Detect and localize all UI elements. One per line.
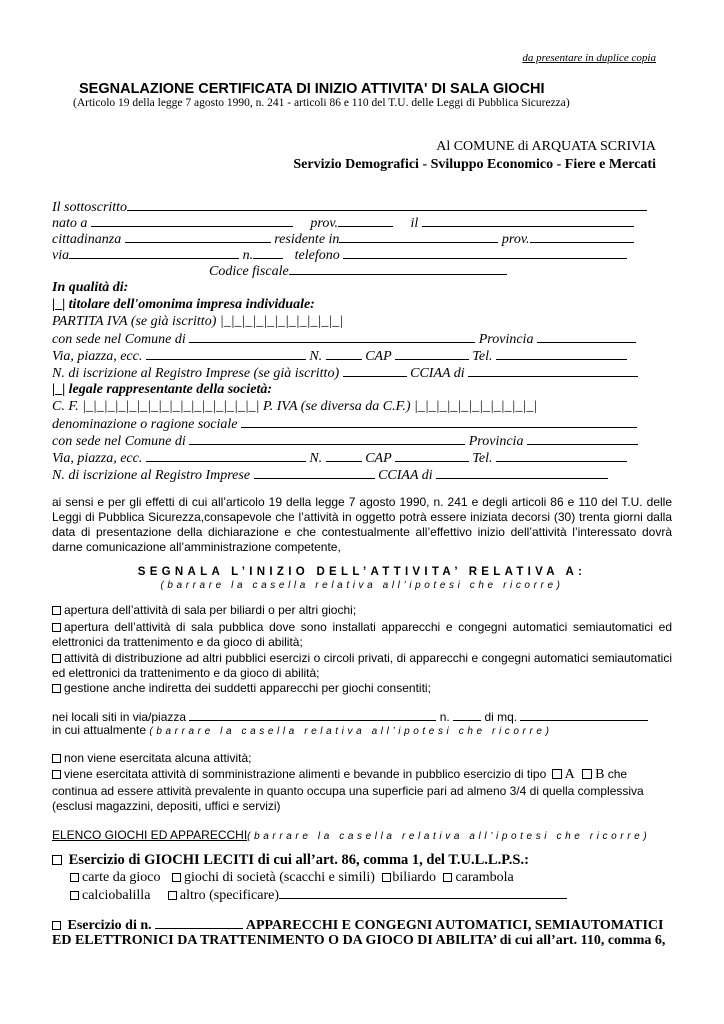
codice-fiscale-row xyxy=(209,262,724,280)
tel2-label: Tel. xyxy=(472,451,493,466)
titolare-row xyxy=(52,296,662,313)
legale-row xyxy=(52,381,662,398)
locali-label: nei locali siti in via/piazza xyxy=(52,710,187,724)
n1-label: N. xyxy=(309,349,323,364)
provincia1-field[interactable] xyxy=(537,330,636,343)
checkbox-leciti[interactable] xyxy=(52,855,62,865)
sede2-row xyxy=(52,432,662,450)
option-attivita-1 xyxy=(52,603,672,618)
biliardo-label: biliardo xyxy=(392,870,436,885)
cittadinanza-field[interactable] xyxy=(125,230,271,243)
indirizzo1-row xyxy=(52,347,662,365)
sede1-field[interactable] xyxy=(189,330,475,343)
cittadinanza-label: cittadinanza xyxy=(52,232,122,247)
titolare-checkbox[interactable]: |_| xyxy=(52,297,66,312)
option-attivita-2-label: apertura dell’attività di sala pubblica dove sono installati apparecchi e congegni automatici semiautomatici ed elettronici da trattenimento e da gioco di abilità; xyxy=(52,620,672,649)
option-attivita-4-label: gestione anche indiretta dei suddetti apparecchi per giochi consentiti; xyxy=(64,681,431,695)
checkbox-attivita-4[interactable] xyxy=(52,684,61,693)
segnala-heading: SEGNALA L’INIZIO DELL’ATTIVITA’ RELATIVA A: xyxy=(137,566,587,578)
registro1-field[interactable] xyxy=(343,364,407,377)
via-piazza2-field[interactable] xyxy=(146,449,306,462)
cciaa1-field[interactable] xyxy=(468,364,638,377)
n-field[interactable] xyxy=(253,246,283,259)
cap2-field[interactable] xyxy=(395,449,469,462)
altro-label: altro (specificare) xyxy=(179,888,280,903)
esercizio-n-field[interactable] xyxy=(155,916,243,929)
locali-mq-field[interactable] xyxy=(520,708,648,721)
legale-checkbox[interactable]: |_| xyxy=(52,382,66,397)
checkbox-carambola[interactable] xyxy=(443,873,452,882)
legale-label: legale rappresentante della società: xyxy=(68,382,273,397)
nato-a-field[interactable] xyxy=(91,214,293,227)
locali-n-field[interactable] xyxy=(453,708,481,721)
n2-field[interactable] xyxy=(326,449,362,462)
registro1-row xyxy=(52,364,662,382)
che-label: che xyxy=(607,767,628,781)
data-nascita-field[interactable] xyxy=(422,214,634,227)
apparecchi-line2: ED ELETTRONICI DA TRATTENIMENTO O DA GIOCO DI ABILITA’ di cui all’art. 110, comma 6, xyxy=(52,933,666,948)
in-qualita-label: In qualità di: xyxy=(52,280,129,295)
via-label: via xyxy=(52,248,70,263)
attualmente-note: (barrare la casella relativa all’ipotesi che ricorre) xyxy=(149,726,553,737)
checkbox-societa[interactable] xyxy=(172,873,181,882)
checkbox-calciobalilla[interactable] xyxy=(70,891,79,900)
nato-a-label: nato a xyxy=(52,216,88,231)
prov2-field[interactable] xyxy=(530,230,634,243)
altro-field[interactable] xyxy=(279,886,567,899)
sede1-row xyxy=(52,330,662,348)
registro2-row xyxy=(52,466,662,484)
option-attivita-1-label: apertura dell’attività di sala per biliardi o per altri giochi; xyxy=(64,603,357,617)
tel2-field[interactable] xyxy=(496,449,627,462)
provincia2-field[interactable] xyxy=(527,432,638,445)
leciti-label: Esercizio di GIOCHI LECITI di cui all’art. 86, comma 1, del T.U.L.L.P.S.: xyxy=(68,852,529,868)
carambola-label: carambola xyxy=(455,870,514,885)
recipient-line2: Servizio Demografici - Sviluppo Economico - Fiere e Mercati xyxy=(293,157,656,172)
codice-fiscale-field[interactable] xyxy=(289,262,507,275)
continua-text: continua ad essere attività prevalente in quanto occupa una superficie pari ad almeno 3/4 di quella complessiva xyxy=(52,784,644,798)
locali-mq-label: di mq. xyxy=(484,710,518,724)
sottoscritto-field[interactable] xyxy=(127,198,647,211)
checkbox-tipo-b[interactable] xyxy=(582,769,592,779)
n-label: n. xyxy=(242,248,254,263)
locali-via-field[interactable] xyxy=(189,708,436,721)
cap1-label: CAP xyxy=(365,349,392,364)
n2-label: N. xyxy=(309,451,323,466)
option-somministrazione-label: viene esercitata attività di somministrazione alimenti e bevande in pubblico esercizio di tipo xyxy=(64,767,547,781)
esclusi-text: (esclusi magazzini, depositi, uffici e servizi) xyxy=(52,799,281,813)
recipient-line1: Al COMUNE di ARQUATA SCRIVIA xyxy=(436,139,656,154)
sede2-label: con sede nel Comune di xyxy=(52,434,186,449)
denominazione-label: denominazione o ragione sociale xyxy=(52,417,238,432)
via-piazza1-field[interactable] xyxy=(146,347,306,360)
titolare-label: titolare dell'omonima impresa individuale: xyxy=(68,297,315,312)
provincia1-label: Provincia xyxy=(478,332,534,347)
option-nessuna xyxy=(52,751,672,766)
premessa-text: ai sensi e per gli effetti di cui all’articolo 19 della legge 7 agosto 1990, n. 241 e degli articoli 86 e 110 del T.U. delle Leggi di Pubblica Sicurezza,consapevole che l’attività in oggetto potrà essere iniziata decorsi (30) trenta giorni dalla data di presentazione della dichiarazione e che contestualmente all’effettivo inizio dell’attività l’interessato dovrà darne comunicazione all’amministrazione competente, xyxy=(52,495,672,554)
checkbox-apparecchi[interactable] xyxy=(52,921,61,930)
option-attivita-4 xyxy=(52,681,672,696)
residente-field[interactable] xyxy=(339,230,498,243)
checkbox-attivita-1[interactable] xyxy=(52,606,61,615)
tel1-label: Tel. xyxy=(472,349,493,364)
leciti-row xyxy=(52,852,662,869)
provincia2-label: Provincia xyxy=(468,434,524,449)
cap1-field[interactable] xyxy=(395,347,469,360)
page-title: SEGNALAZIONE CERTIFICATA DI INIZIO ATTIVITA' DI SALA GIOCHI xyxy=(79,81,545,97)
tel1-field[interactable] xyxy=(496,347,627,360)
apparecchi-line1: APPARECCHI E CONGEGNI AUTOMATICI, SEMIAUTOMATICI xyxy=(245,918,664,933)
option-attivita-2 xyxy=(52,620,672,650)
prov2-label: prov. xyxy=(501,232,530,247)
locali-n-label: n. xyxy=(439,710,450,724)
partita-iva-row: PARTITA IVA (se già iscritto) |_|_|_|_|_|_|_|_|_|_|_| xyxy=(52,314,344,329)
cap2-label: CAP xyxy=(365,451,392,466)
checkbox-altro[interactable] xyxy=(168,891,177,900)
tipo-a-label: A xyxy=(564,767,575,782)
cciaa2-label: CCIAA di xyxy=(378,468,433,483)
registro1-label: N. di iscrizione al Registro Imprese (se già iscritto) xyxy=(52,366,340,381)
cciaa2-field[interactable] xyxy=(436,466,608,479)
option-somministrazione xyxy=(52,767,672,782)
attualmente-row xyxy=(52,722,662,740)
elenco-label: ELENCO GIOCHI ED APPARECCHI xyxy=(52,828,248,842)
prov-label: prov. xyxy=(310,216,338,231)
checkbox-tipo-a[interactable] xyxy=(552,769,562,779)
giochi-row-2 xyxy=(70,886,680,904)
page-subtitle: (Articolo 19 della legge 7 agosto 1990, n. 241 - articoli 86 e 110 del T.U. delle Leggi di Pubblica Sicurezza) xyxy=(73,97,570,109)
attualmente-label: in cui attualmente xyxy=(52,723,147,737)
elenco-row xyxy=(52,827,662,845)
option-attivita-3-label: attività di distribuzione ad altri pubblici esercizi o circoli privati, di apparecchi e congegni automatici semiautomatici ed elettronici da trattenimento e da gioco di abilità; xyxy=(52,651,672,680)
cciaa1-label: CCIAA di xyxy=(410,366,465,381)
checkbox-somministrazione[interactable] xyxy=(52,770,61,779)
copy-note: da presentare in duplice copia xyxy=(522,52,656,64)
denominazione-row xyxy=(52,415,662,433)
option-nessuna-label: non viene esercitata alcuna attività; xyxy=(64,751,252,765)
societa-label: giochi di società (scacchi e simili) xyxy=(184,870,375,885)
sede2-field[interactable] xyxy=(189,432,465,445)
checkbox-attivita-3[interactable] xyxy=(52,654,61,663)
sottoscritto-label: Il sottoscritto xyxy=(52,200,128,215)
registro2-field[interactable] xyxy=(254,466,375,479)
n1-field[interactable] xyxy=(326,347,362,360)
option-attivita-3 xyxy=(52,651,672,681)
segnala-note: (barrare la casella relativa all’ipotesi che ricorre) xyxy=(160,580,564,591)
calciobalilla-label: calciobalilla xyxy=(82,888,151,903)
via-field[interactable] xyxy=(69,246,239,259)
codice-fiscale-label: Codice fiscale xyxy=(209,264,289,279)
il-label: il xyxy=(410,216,419,231)
elenco-note: (barrare la casella relativa all’ipotesi che ricorre) xyxy=(247,831,651,842)
registro2-label: N. di iscrizione al Registro Imprese xyxy=(52,468,251,483)
via-piazza1-label: Via, piazza, ecc. xyxy=(52,349,143,364)
indirizzo2-row xyxy=(52,449,662,467)
checkbox-biliardo[interactable] xyxy=(382,873,391,882)
tipo-b-label: B xyxy=(595,767,605,782)
piva-diversa-label: P. IVA (se diversa da C.F.) |_|_|_|_|_|_|_|_|_|_|_| xyxy=(263,399,538,414)
residente-label: residente in xyxy=(274,232,340,247)
esercizio-n-label: Esercizio di n. xyxy=(67,918,152,933)
telefono-field[interactable] xyxy=(343,246,627,259)
cf-label: C. F. |_|_|_|_|_|_|_|_|_|_|_|_|_|_|_|_| xyxy=(52,399,260,414)
prov-field[interactable] xyxy=(338,214,393,227)
sede1-label: con sede nel Comune di xyxy=(52,332,186,347)
denominazione-field[interactable] xyxy=(241,415,637,428)
via-piazza2-label: Via, piazza, ecc. xyxy=(52,451,143,466)
checkbox-carte[interactable] xyxy=(70,873,79,882)
telefono-label: telefono xyxy=(294,248,340,263)
carte-label: carte da gioco xyxy=(82,870,161,885)
giochi-row-1 xyxy=(70,869,680,886)
cf-row xyxy=(52,398,662,415)
checkbox-nessuna[interactable] xyxy=(52,754,61,763)
checkbox-attivita-2[interactable] xyxy=(52,623,61,632)
